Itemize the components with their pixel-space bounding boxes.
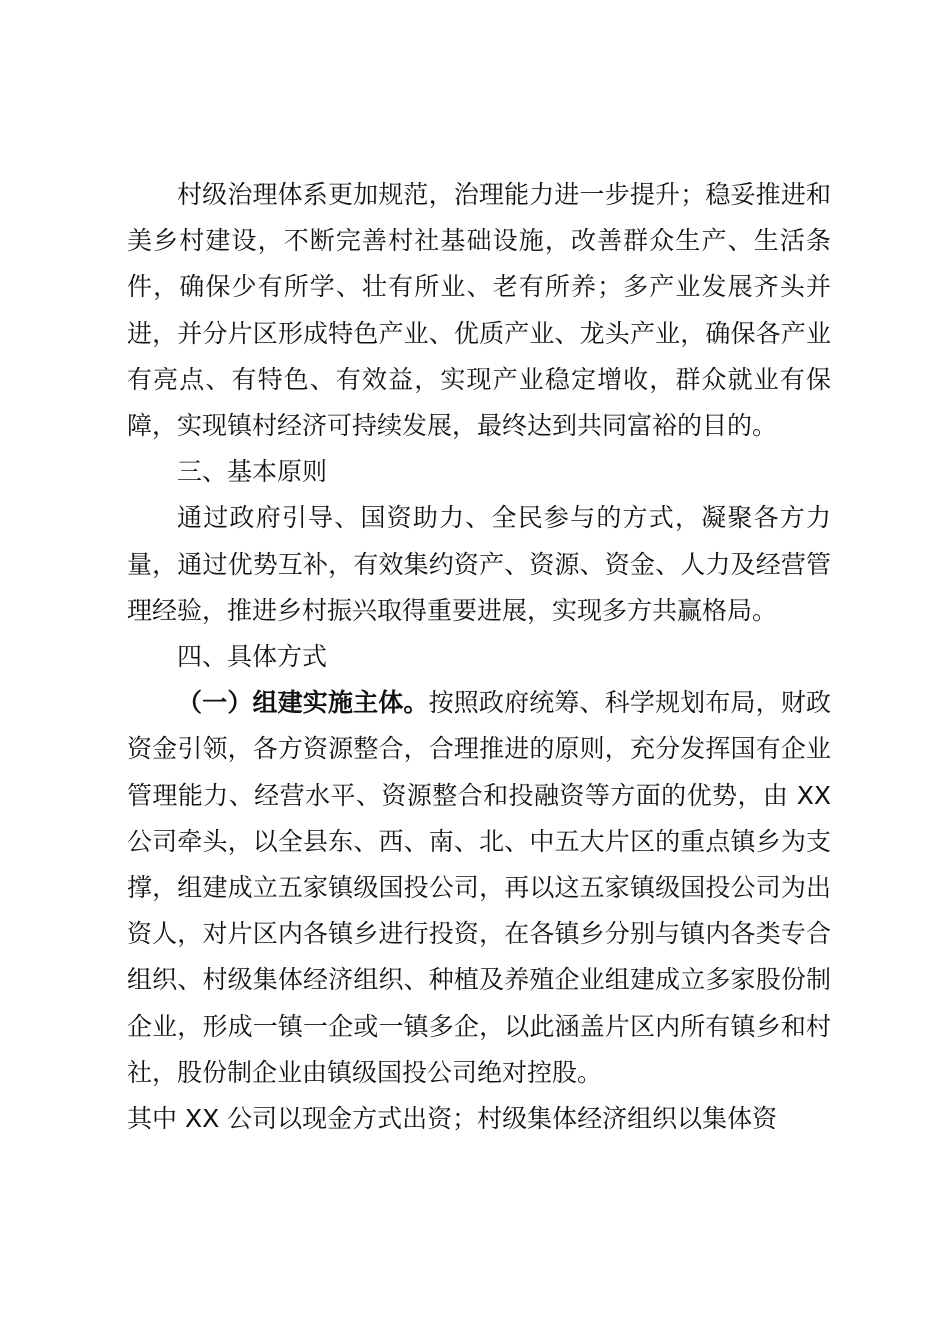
section-heading-basic-principles: 三、基本原则 bbox=[177, 457, 328, 487]
section-heading-specific-methods: 四、具体方式 bbox=[177, 642, 328, 672]
paragraph-funding-continuation: 其中 XX 公司以现金方式出资；村级集体经济组织以集体资 bbox=[127, 1104, 778, 1134]
paragraph-implementation-entity bbox=[127, 680, 831, 1096]
document-body bbox=[127, 172, 831, 1142]
paragraph-development-goals: 村级治理体系更加规范，治理能力进一步提升；稳妥推进和美乡村建设，不断完善村社基础设施，改善群众生产、生活条件，确保少有所学、壮有所业、老有所养；多产业发展齐头并进，并分片区形成特色产业、优质产业、龙头产业，确保各产业有亮点、有特色、有效益，实现产业稳定增收，群众就业有保障，实现镇村经济可持续发展，最终达到共同富裕的目的。 bbox=[127, 180, 831, 441]
paragraph-basic-principles: 通过政府引导、国资助力、全民参与的方式，凝聚各方力量，通过优势互补，有效集约资产、资源、资金、人力及经营管理经验，推进乡村振兴取得重要进展，实现多方共赢格局。 bbox=[127, 503, 831, 625]
paragraph-implementation-entity-body: 按照政府统筹、科学规划布局，财政资金引领，各方资源整合，合理推进的原则，充分发挥国有企业管理能力、经营水平、资源整合和投融资等方面的优势，由 XX 公司牵头，以全县东、西、南、北、中五大片区的重点镇乡为支撑，组建成立五家镇级国投公司，再以这五家镇级国投公司为出资人，对片区内各镇乡进行投资，在各镇乡分别与镇内各类专合组织、村级集体经济组织、种植及养殖企业组建成立多家股份制企业，形成一镇一企或一镇多企，以此涵盖片区内所有镇乡和村社，股份制企业由镇级国投公司绝对控股。 bbox=[127, 688, 831, 1087]
subheading-implementation-entity: （一）组建实施主体。 bbox=[177, 688, 429, 718]
